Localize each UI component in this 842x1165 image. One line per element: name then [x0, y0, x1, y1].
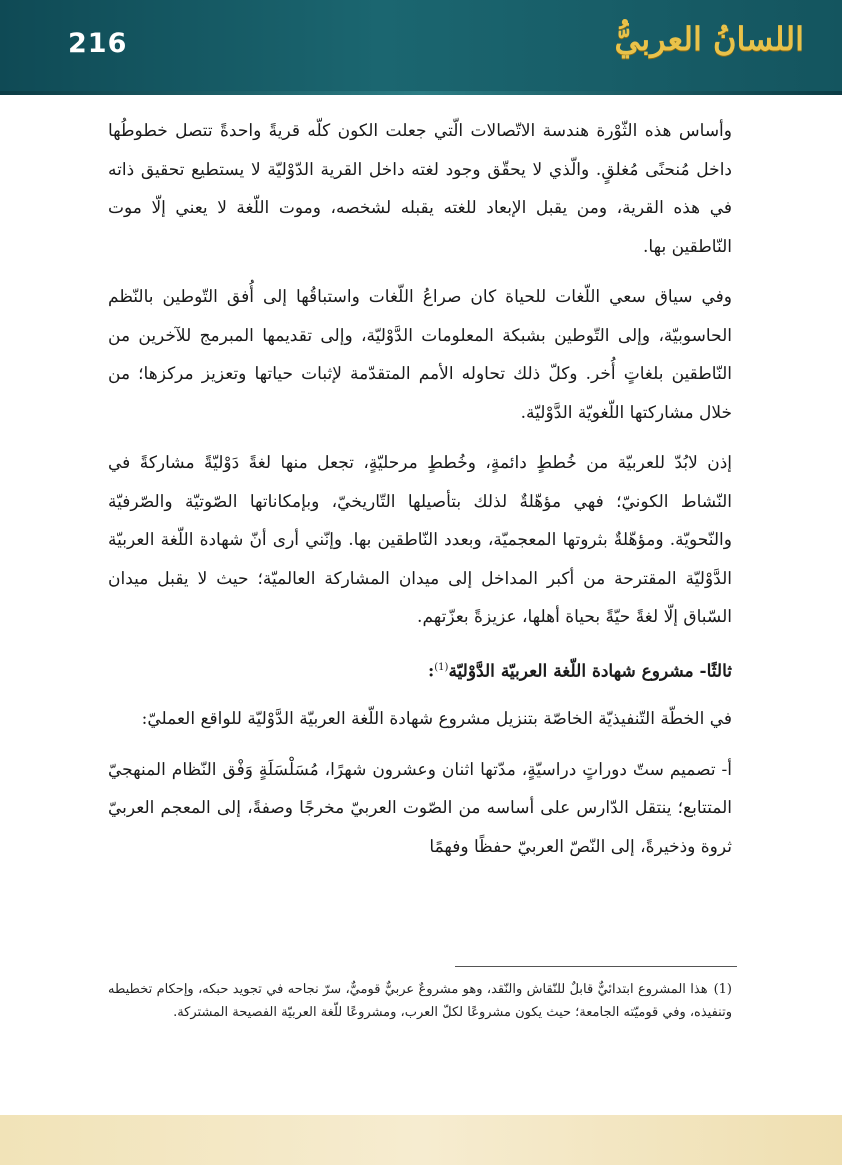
- page-content: [108, 112, 732, 878]
- footnote-text: هذا المشروع ابتدائيٌّ قابلٌ للنّقاش والنّقد، وهو مشروعٌ عربيٌّ قوميٌّ، سرّ نجاحه في تجويد حبكه، وإحكام تخطيطه وتنفيذه، وفي قوميّته الجامعة؛ حيث يكون مشروعًا لكلّ العرب، ومشروعًا للّغة العربيّة الفصيحة المشتركة.: [108, 982, 732, 1020]
- page-number: 216: [68, 28, 128, 59]
- body-paragraph: أ- تصميم ستّ دوراتٍ دراسيّةٍ، مدّتها اثنان وعشرون شهرًا، مُسَلْسَلَةٍ وَفْق النّظام المنهجيّ المتتابع؛ ينتقل الدّارس على أساسه من الصّوت العربيّ مخرجًا وصفةً، إلى المعجم العربيّ ثروة وذخيرةً، إلى النّصّ العربيّ حفظًا وفهمًا: [108, 759, 732, 857]
- section-heading-text: ثالثًا- مشروع شهادة اللّغة العربيّة الدَّوْليّة: [448, 661, 732, 682]
- page-footer-band: [0, 1115, 842, 1165]
- page-header: [0, 0, 842, 95]
- section-heading-colon: :: [427, 661, 435, 682]
- body-paragraph: وأساس هذه الثّوْرة هندسة الاتّصالات الّتي جعلت الكون كلّه قريةً واحدةً تتصل خطوطُها داخل مُنحنًى مُغلقٍ. والّذي لا يحقّق وجود لغته داخل القرية الدّوْليّة لا يستطيع تحقيق ذاته في هذه القرية، ومن يقبل الإبعاد للغته يقبله لشخصه، وموت اللّغة لا يعني إلّا موت النّاطقين بها.: [108, 121, 732, 257]
- footnote-reference[interactable]: (1): [434, 661, 449, 673]
- footnote-separator: [455, 966, 737, 967]
- body-paragraph: في الخطّة التّنفيذيّة الخاصّة بتنزيل مشروع شهادة اللّغة العربيّة الدَّوْليّة للواقع العمليّ:: [141, 709, 732, 730]
- body-paragraph: إذن لابُدّ للعربيّة من خُططٍ دائمةٍ، وخُططٍ مرحليّةٍ، تجعل منها لغةً دَوْليّةً مشاركةً في النّشاط الكونيّ؛ فهي مؤهّلةٌ لذلك بتأصيلها التّاريخيّ، وبإمكاناتها الصّوتيّة والصّرفيّة والنّحويّة. ومؤهّلةٌ بثروتها المعجميّة، وبعدد النّاطقين بها. وإنّني أرى أنّ شهادة اللّغة العربيّة الدَّوْليّة المقترحة من أكبر المداخل إلى ميدان المشاركة العالميّة؛ حيث لا يقبل ميدان السّباق إلّا لغةً حيّةً بحياة أهلها، عزيزةً بعزّتهم.: [108, 453, 732, 627]
- footnote-marker: (1): [713, 982, 732, 997]
- body-paragraph: وفي سياق سعي اللّغات للحياة كان صراعُ اللّغات واستباقُها إلى أُفق التّوطين بالنّظم الحاسوبيّة، وإلى التّوطين بشبكة المعلومات الدَّوْليّة، وإلى تقديمها المبرمج للآخرين من النّاطقين بلغاتٍ أُخر. وكلّ ذلك تحاوله الأمم المتقدّمة لإثبات حياتها وتعزيز مركزها؛ من خلال مشاركتها اللّغويّة الدَّوْليّة.: [108, 287, 732, 423]
- journal-logo: اللسانُ العربيُّ: [614, 20, 804, 58]
- section-heading: [108, 649, 732, 691]
- footnote: [108, 978, 732, 1024]
